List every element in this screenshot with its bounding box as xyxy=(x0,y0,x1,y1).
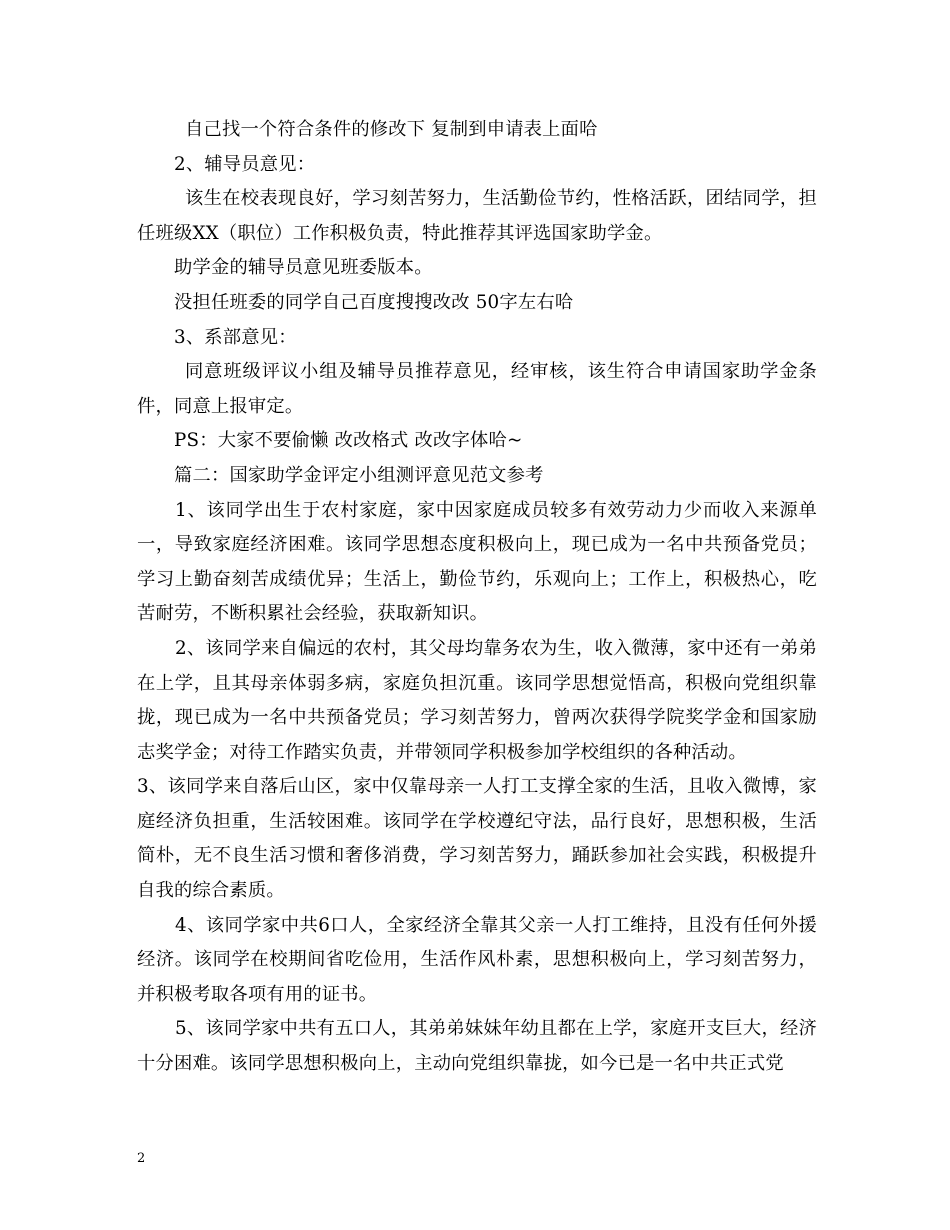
paragraph-department-opinion: 同意班级评议小组及辅导员推荐意见，经审核，该生符合申请国家助学金条件，同意上报审定。 xyxy=(137,361,817,417)
paragraph-ps: PS：大家不要偷懒 改改格式 改改字体哈~ xyxy=(174,430,523,452)
paragraph-note: 自己找一个符合条件的修改下 复制到申请表上面哈 xyxy=(185,119,598,140)
paragraph-example-2: 2、该同学来自偏远的农村，其父母均靠务农为生，收入微薄，家中还有一弟弟在上学，且其母亲体弱多病，家庭负担沉重。该同学思想觉悟高，积极向党组织靠拢，现已成为一名中共预备党员；学习刻苦努力，曾两次获得学院奖学金和国家励志奖学金；对待工作踏实负责，并带领同学积极参加学校组织的各种活动。 xyxy=(137,637,817,763)
heading-counselor-opinion: 2、辅导员意见： xyxy=(174,153,316,175)
paragraph-example-3: 3、该同学来自落后山区，家中仅靠母亲一人打工支撑全家的生活，且收入微博，家庭经济负担重，生活较困难。该同学在学校遵纪守法，品行良好，思想积极，生活简朴，无不良生活习惯和奢侈消费，学习刻苦努力，踊跃参加社会实践，积极提升自我的综合素质。 xyxy=(137,776,817,902)
paragraph-example-5: 5、该同学家中共有五口人，其弟弟妹妹年幼且都在上学，家庭开支巨大，经济十分困难。该同学思想积极向上，主动向党组织靠拢，如今已是一名中共正式党 xyxy=(137,1018,817,1075)
section-heading-part-two: 篇二：国家助学金评定小组测评意见范文参考 xyxy=(174,464,544,486)
paragraph-class-committee-version: 助学金的辅导员意见班委版本。 xyxy=(174,257,433,279)
paragraph-non-committee-note: 没担任班委的同学自己百度搜搜改改 50字左右哈 xyxy=(174,291,574,313)
heading-department-opinion: 3、系部意见： xyxy=(174,326,297,348)
document-body xyxy=(137,113,817,1082)
paragraph-example-4: 4、该同学家中共6口人，全家经济全靠其父亲一人打工维持，且没有任何外援经济。该同学在校期间省吃俭用，生活作风朴素，思想积极向上，学习刻苦努力，并积极考取各项有用的证书。 xyxy=(137,914,817,1005)
page-number: 2 xyxy=(137,1151,146,1166)
paragraph-counselor-opinion: 该生在校表现良好，学习刻苦努力，生活勤俭节约，性格活跃，团结同学，担任班级XX（职位）工作积极负责，特此推荐其评选国家助学金。 xyxy=(137,188,817,244)
paragraph-example-1: 1、该同学出生于农村家庭，家中因家庭成员较多有效劳动力少而收入来源单一，导致家庭经济困难。该同学思想态度积极向上，现已成为一名中共预备党员；学习上勤奋刻苦成绩优异；生活上，勤俭节约，乐观向上；工作上，积极热心，吃苦耐劳，不断积累社会经验，获取新知识。 xyxy=(137,499,817,625)
